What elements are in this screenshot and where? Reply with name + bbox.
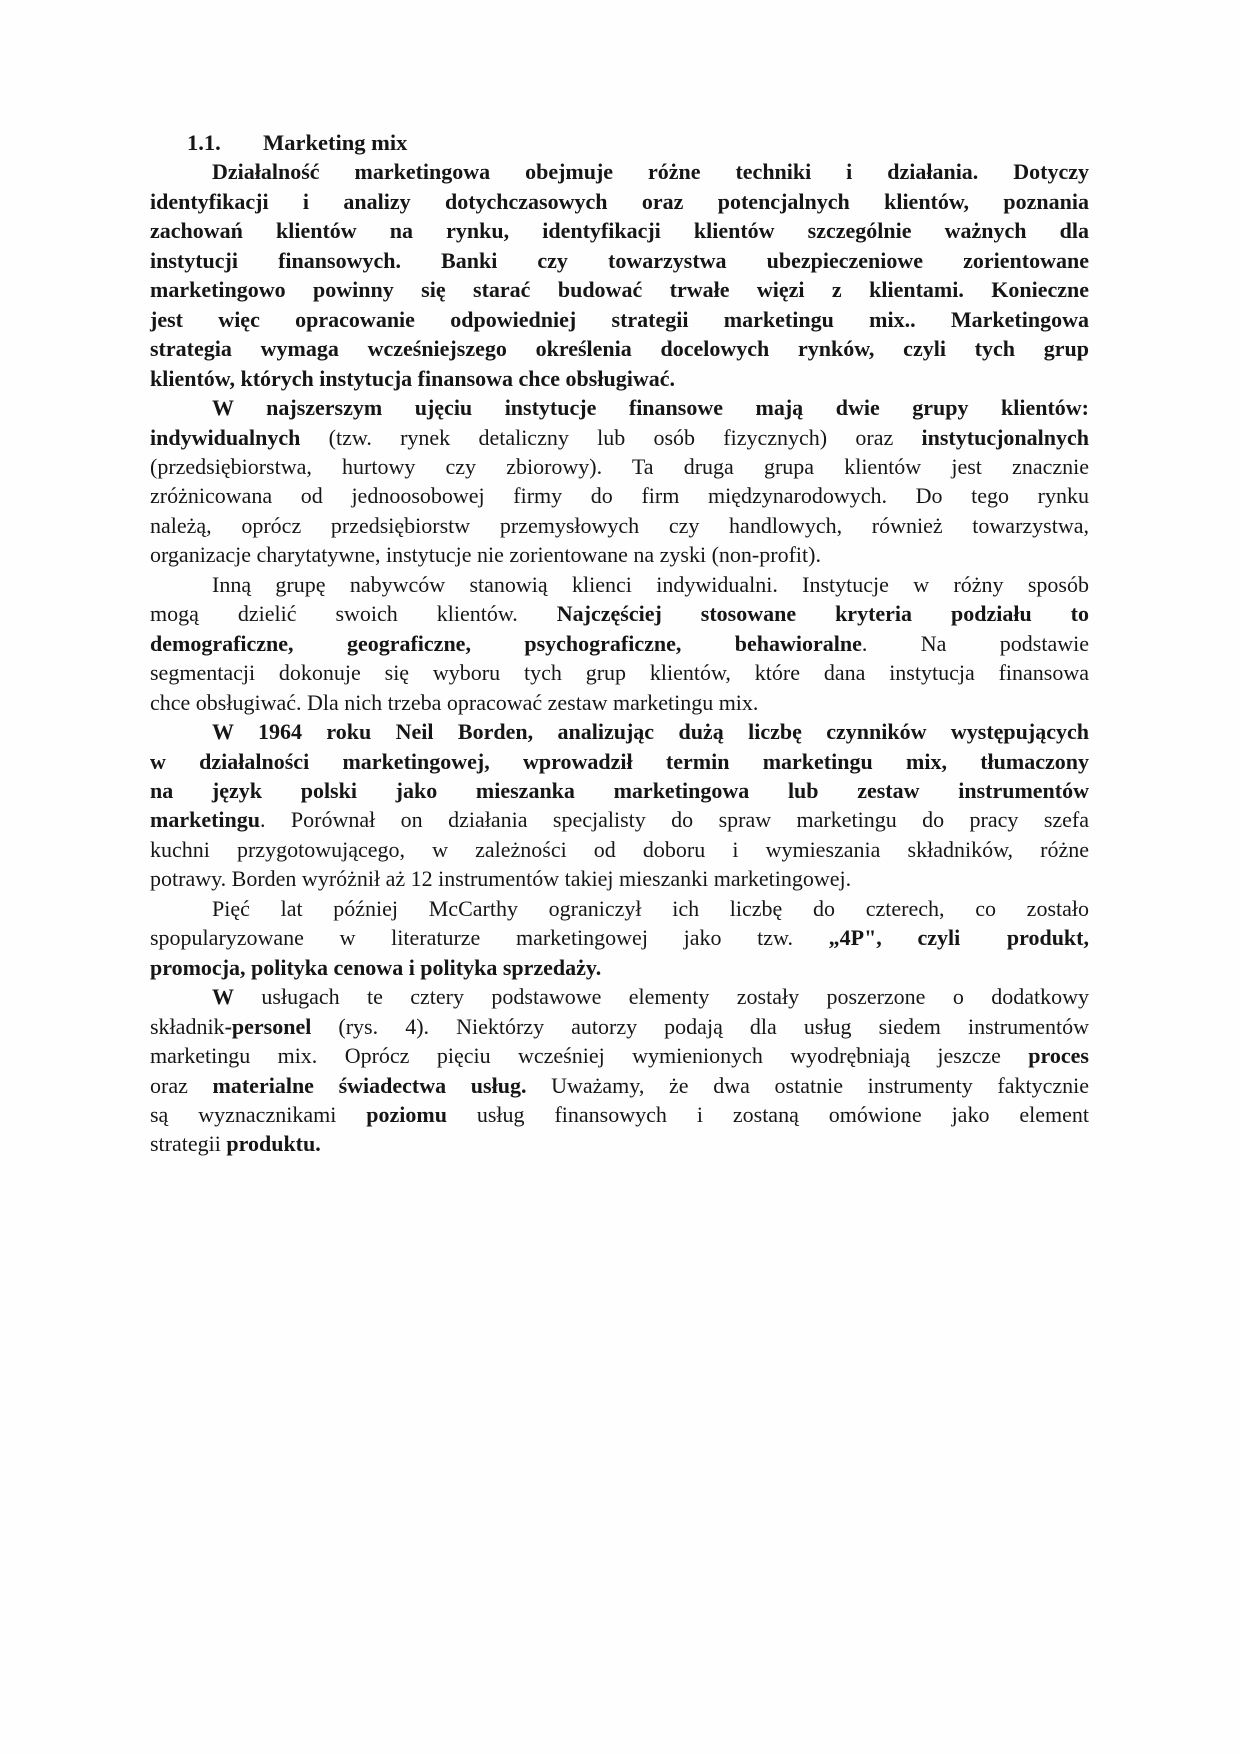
text-run: zachowań klientów na rynku, identyfikacji klientów szczególnie ważnych dla [150, 218, 1089, 244]
text-line [150, 982, 1089, 1011]
text-run: poziomu [366, 1101, 447, 1127]
section-heading [150, 128, 1089, 157]
paragraph-2 [150, 393, 1089, 570]
text-run: Najczęściej stosowane kryteria podziału to [556, 601, 1089, 627]
paragraph-4 [150, 717, 1089, 894]
text-run: kuchni przygotowującego, w zależności od doboru i wymieszania składników, różne [150, 836, 1089, 862]
text-line [150, 275, 1089, 304]
text-run: Działalność marketingowa obejmuje różne techniki i działania. Dotyczy [212, 159, 1089, 185]
text-line [150, 187, 1089, 216]
text-run: instytucji finansowych. Banki czy towarzystwa ubezpieczeniowe zorientowane [150, 247, 1089, 273]
text-line [150, 776, 1089, 805]
text-run: instytucjonalnych [921, 424, 1089, 450]
text-line [150, 452, 1089, 481]
text-run: „4P", czyli produkt, [828, 925, 1089, 951]
text-run: identyfikacji i analizy dotychczasowych oraz potencjalnych klientów, poznania [150, 188, 1089, 214]
text-run: zróżnicowana od jednoosobowej firmy do firm międzynarodowych. Do tego rynku [150, 483, 1089, 509]
text-line [150, 923, 1089, 952]
text-run: (tzw. rynek detaliczny lub osób fizycznych) oraz [300, 424, 922, 450]
text-run: produktu. [226, 1131, 321, 1157]
paragraph-3 [150, 570, 1089, 717]
text-line [150, 1100, 1089, 1129]
text-run: strategii [150, 1131, 227, 1157]
text-run: (przedsiębiorstwa, hurtowy czy zbiorowy). Ta druga grupa klientów jest znacznie [150, 453, 1089, 479]
text-run: chce obsługiwać. Dla nich trzeba opracować zestaw marketingu mix. [150, 689, 759, 715]
text-line [150, 570, 1089, 599]
text-run: Inną grupę nabywców stanowią klienci indywidualni. Instytucje w różny sposób [212, 571, 1089, 597]
text-line [150, 599, 1089, 628]
text-run: marketingu mix. Oprócz pięciu wcześniej wymienionych wyodrębniają jeszcze [150, 1043, 1029, 1069]
text-run: indywidualnych [150, 424, 301, 450]
text-run: marketingowo powinny się starać budować trwałe więzi z klientami. Konieczne [150, 277, 1089, 303]
text-line [150, 334, 1089, 363]
text-run: W 1964 roku Neil Borden, analizując dużą liczbę czynników występujących [212, 719, 1089, 745]
text-run: Uważamy, że dwa ostatnie instrumenty faktycznie [526, 1072, 1090, 1098]
text-run: marketingu [150, 807, 260, 833]
text-run: oraz [150, 1072, 213, 1098]
text-run: segmentacji dokonuje się wyboru tych grup klientów, które dana instytucja finansowa [150, 660, 1089, 686]
text-line [150, 481, 1089, 510]
text-run: na język polski jako mieszanka marketingowa lub zestaw instrumentów [150, 777, 1089, 803]
text-line [150, 305, 1089, 334]
text-line [150, 688, 1089, 717]
paragraph-5 [150, 894, 1089, 982]
section-number: 1.1. [187, 130, 221, 155]
text-line [150, 953, 1089, 982]
text-run: promocja, polityka cenowa i polityka sprzedaży. [150, 954, 602, 980]
text-line [150, 864, 1089, 893]
text-line [150, 423, 1089, 452]
text-line [150, 1071, 1089, 1100]
text-run: demograficzne, geograficzne, psychograficzne, behawioralne [150, 630, 862, 656]
text-line [150, 216, 1089, 245]
text-run: . Na podstawie [861, 630, 1090, 656]
text-run: jest więc opracowanie odpowiedniej strategii marketingu mix.. Marketingowa [150, 306, 1089, 332]
text-line [150, 1129, 1089, 1158]
text-run: (rys. 4). Niektórzy autorzy podają dla usług siedem instrumentów [311, 1013, 1089, 1039]
text-run: usługach te cztery podstawowe elementy zostały poszerzone o dodatkowy [234, 984, 1089, 1010]
text-run: składnik [150, 1013, 225, 1039]
text-line [150, 1041, 1089, 1070]
text-run: proces [1028, 1043, 1089, 1069]
text-run: klientów, których instytucja finansowa chce obsługiwać. [150, 365, 675, 391]
text-line [150, 364, 1089, 393]
text-line [150, 835, 1089, 864]
text-run: -personel [224, 1013, 312, 1039]
text-run: . Porównał on działania specjalisty do spraw marketingu do pracy szefa [260, 807, 1089, 833]
text-run: spopularyzowane w literaturze marketingowej jako tzw. [150, 925, 829, 951]
text-line [150, 246, 1089, 275]
text-run: potrawy. Borden wyróżnił aż 12 instrumentów takiej mieszanki marketingowej. [150, 866, 852, 892]
text-line [150, 717, 1089, 746]
text-line [150, 805, 1089, 834]
text-line [150, 658, 1089, 687]
text-line [150, 393, 1089, 422]
text-line [150, 747, 1089, 776]
text-run: materialne świadectwa usług. [212, 1072, 527, 1098]
text-line [150, 629, 1089, 658]
paragraph-6 [150, 982, 1089, 1159]
text-run: W najszerszym ujęciu instytucje finansowe mają dwie grupy klientów: [212, 395, 1089, 421]
text-line [150, 157, 1089, 186]
text-line [150, 894, 1089, 923]
text-run: należą, oprócz przedsiębiorstw przemysłowych czy handlowych, również towarzystwa, [150, 512, 1089, 538]
text-line [150, 540, 1089, 569]
text-run: w działalności marketingowej, wprowadził termin marketingu mix, tłumaczony [150, 748, 1089, 774]
text-run: W [212, 984, 234, 1010]
text-run: usług finansowych i zostaną omówione jako element [446, 1101, 1090, 1127]
text-line [150, 1012, 1089, 1041]
text-run: są wyznacznikami [150, 1101, 367, 1127]
text-run: strategia wymaga wcześniejszego określenia docelowych rynków, czyli tych grup [150, 336, 1089, 362]
paragraph-1 [150, 157, 1089, 393]
text-run: organizacje charytatywne, instytucje nie zorientowane na zyski (non-profit). [150, 542, 821, 568]
section-title: Marketing mix [263, 130, 408, 155]
text-run: mogą dzielić swoich klientów. [150, 601, 557, 627]
text-line [150, 511, 1089, 540]
text-block [150, 128, 1089, 1159]
text-run: Pięć lat później McCarthy ograniczył ich liczbę do czterech, co zostało [212, 895, 1089, 921]
